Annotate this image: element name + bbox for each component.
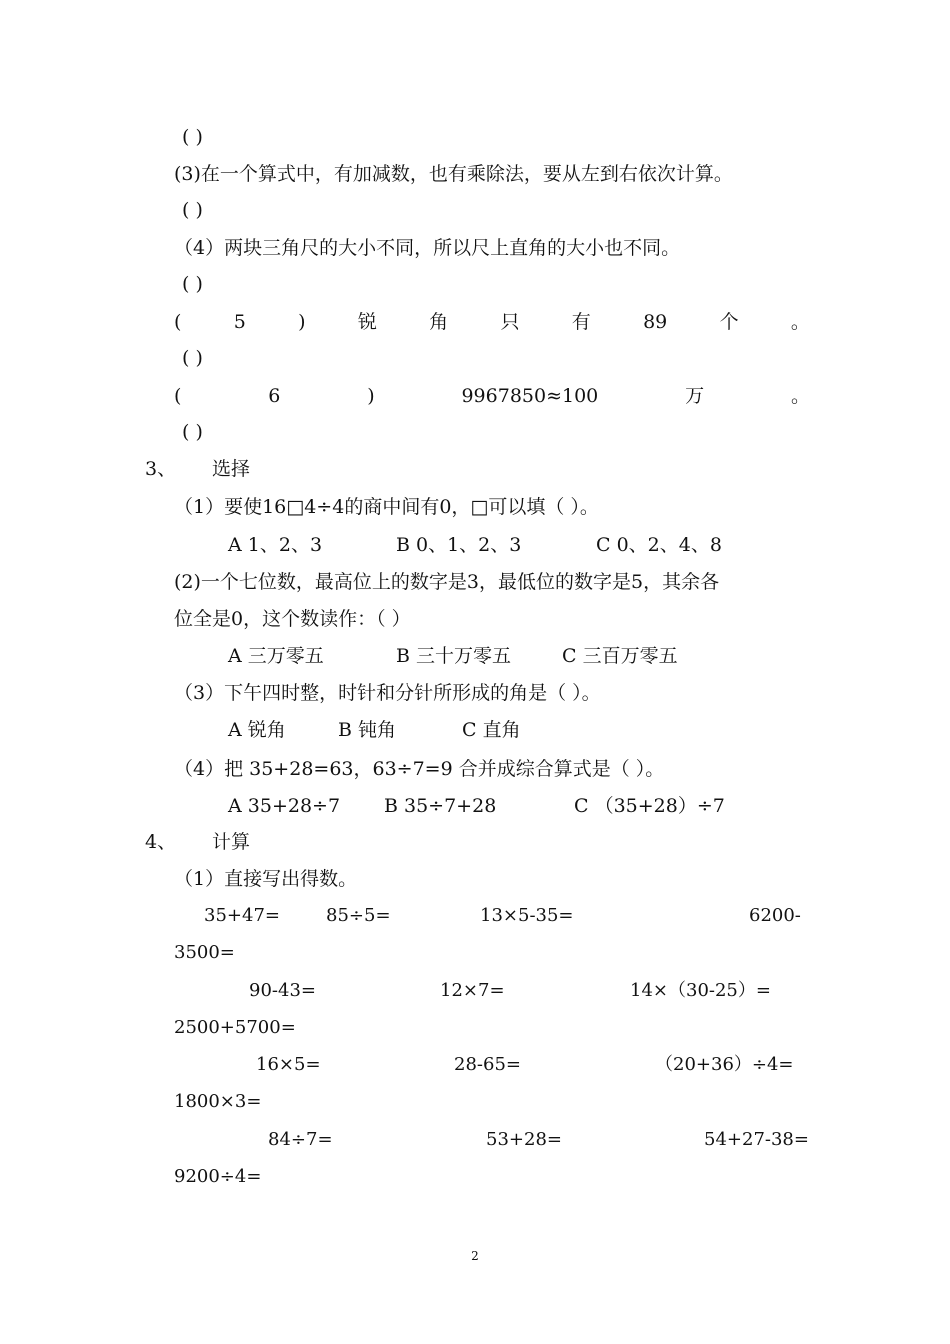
judgement-item-3: (3)在一个算式中，有加减数，也有乘除法，要从左到右依次计算。 — [174, 163, 733, 185]
judgement-item-6 — [174, 384, 810, 408]
choice-q2-line1: (2)一个七位数，最高位上的数字是3，最低位的数字是5，其余各 — [174, 571, 720, 593]
choice-q2-option-c: C 三百万零五 — [562, 645, 678, 667]
calc-item: 2500+5700= — [174, 1017, 296, 1038]
item5-part: ( — [174, 311, 182, 333]
calc-item: 3500= — [174, 942, 235, 963]
calc-item: 53+28= — [486, 1129, 562, 1150]
item5-part: ) — [298, 311, 306, 333]
choice-q3-option-a: A 锐角 — [228, 719, 286, 741]
item5-part: 只 — [500, 311, 520, 333]
item6-part: 9967850≈100 — [461, 385, 599, 407]
answer-blank-2: ( ) — [182, 126, 203, 148]
judgement-item-4: （4）两块三角尺的大小不同，所以尺上直角的大小也不同。 — [174, 237, 681, 259]
item5-part: 89 — [643, 311, 668, 333]
section-3-number: 3、 — [145, 458, 177, 480]
choice-q2-option-a: A 三万零五 — [228, 645, 324, 667]
calc-item: 35+47= — [204, 905, 280, 926]
calc-item: 28-65= — [454, 1054, 521, 1075]
item5-part: 5 — [233, 311, 246, 333]
calc-item: （20+36）÷4= — [655, 1054, 794, 1075]
choice-q1: （1）要使16□4÷4的商中间有0，□可以填（ ）。 — [174, 496, 599, 518]
choice-q1-option-b: B 0、1、2、3 — [396, 534, 522, 556]
choice-q4: （4）把 35+28=63，63÷7=9 合并成综合算式是（ ）。 — [174, 758, 665, 780]
item5-part: 个 — [719, 311, 739, 333]
choice-q4-option-a: A 35+28÷7 — [228, 795, 341, 817]
calc-q1: （1）直接写出得数。 — [174, 868, 358, 890]
item6-part: 万 — [685, 385, 705, 407]
answer-blank-5: ( ) — [182, 347, 203, 369]
item5-part: 角 — [429, 311, 449, 333]
section-4-number: 4、 — [145, 831, 177, 853]
answer-blank-6: ( ) — [182, 421, 203, 443]
choice-q3: （3）下午四时整，时针和分针所形成的角是（ ）。 — [174, 682, 601, 704]
item5-part: 有 — [571, 311, 591, 333]
section-4-title: 计算 — [212, 831, 251, 853]
choice-q4-option-c: C （35+28）÷7 — [574, 795, 725, 817]
item6-part: ( — [174, 385, 182, 407]
calc-item: 12×7= — [440, 980, 505, 1001]
calc-item: 6200- — [749, 905, 801, 926]
calc-item: 1800×3= — [174, 1091, 262, 1112]
calc-item: 54+27-38= — [704, 1129, 809, 1150]
choice-q2-option-b: B 三十万零五 — [396, 645, 512, 667]
choice-q3-option-c: C 直角 — [462, 719, 521, 741]
item5-part: 。 — [790, 311, 810, 333]
choice-q4-option-b: B 35÷7+28 — [384, 795, 497, 817]
choice-q1-option-c: C 0、2、4、8 — [596, 534, 722, 556]
page-number: 2 — [471, 1249, 479, 1263]
calc-item: 90-43= — [249, 980, 316, 1001]
answer-blank-4: ( ) — [182, 273, 203, 295]
calc-item: 16×5= — [256, 1054, 321, 1075]
answer-blank-3: ( ) — [182, 199, 203, 221]
judgement-item-5 — [174, 310, 810, 334]
item6-part: 。 — [790, 385, 810, 407]
choice-q1-option-a: A 1、2、3 — [228, 534, 323, 556]
item6-part: ) — [367, 385, 375, 407]
calc-item: 9200÷4= — [174, 1166, 262, 1187]
section-3-title: 选择 — [212, 458, 251, 480]
choice-q2-line2: 位全是0，这个数读作：（ ） — [174, 608, 411, 630]
choice-q3-option-b: B 钝角 — [338, 719, 397, 741]
calc-item: 84÷7= — [268, 1129, 333, 1150]
item5-part: 锐 — [357, 311, 377, 333]
calc-item: 13×5-35= — [480, 905, 574, 926]
calc-item: 85÷5= — [326, 905, 391, 926]
item6-part: 6 — [268, 385, 281, 407]
calc-item: 14×（30-25）= — [630, 980, 771, 1001]
